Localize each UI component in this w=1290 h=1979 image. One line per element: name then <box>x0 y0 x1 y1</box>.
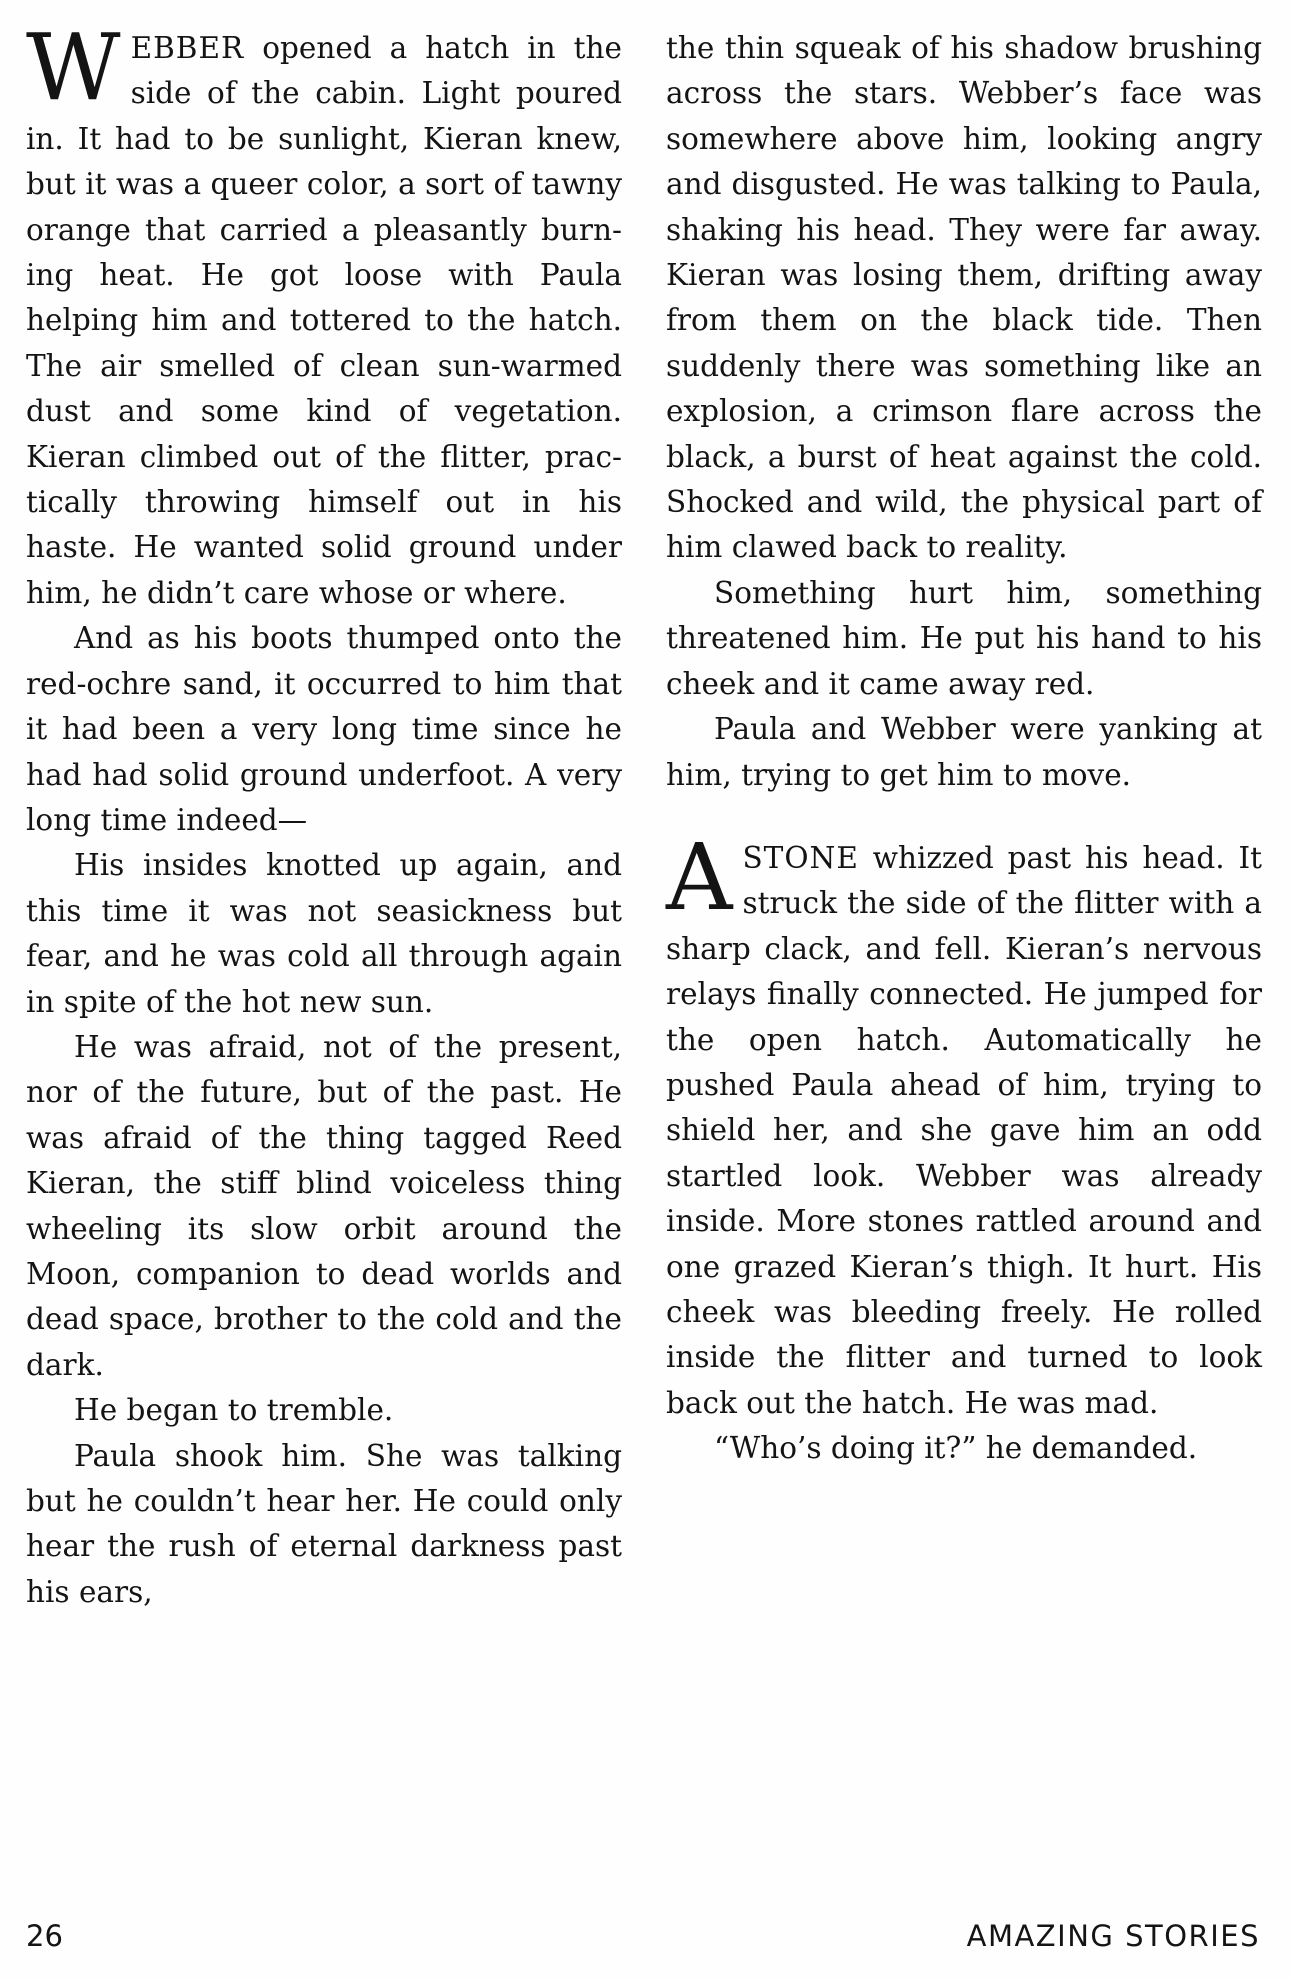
paragraph-text: opened a hatch in the side of the cabin. Light poured in. It had to be sunlight, Kieran knew, but it was a queer color, a sort of tawny orange that carried a pleasantly burning heat. He got loose with Paula helping him and tottered to the hatch. The air smelled of clean sun-warmed dust and some kind of vegetation. Kieran climbed out of the flitter, practically throwing himself out in his haste. He wanted solid ground under him, he didn’t care whose or where. <box>26 31 622 610</box>
paragraph: He was afraid, not of the present, nor of the future, but of the past. He was afraid of the thing tagged Reed Kieran, the stiff blind voiceless thing wheeling its slow orbit around the Moon, companion to dead worlds and dead space, brother to the cold and the dark. <box>26 1029 622 1382</box>
paragraph-section-start <box>666 823 1262 1426</box>
paragraph: He began to tremble. <box>74 1393 394 1428</box>
paragraph-continued: the thin squeak of his shadow brushing across the stars. Webber’s face was somewhere above him, looking angry and disgusted. He was talking to Paula, shaking his head. They were far away. Kieran was losing them, drifting away from them on the black tide. Then suddenly there was something like an explosion, a crimson flare across the black, a burst of heat against the cold. Shocked and wild, the physical part of him clawed back to reality. <box>666 31 1262 565</box>
drop-cap: A <box>666 823 733 931</box>
paragraph: And as his boots thumped onto the red-ochre sand, it occurred to him that it had been a very long time since he had had solid ground underfoot. A very long time indeed— <box>26 621 622 837</box>
right-column <box>666 26 1262 1472</box>
paragraph: His insides knotted up again, and this time it was not seasickness but fear, and he was cold all through again in spite of the hot new sun. <box>26 848 622 1019</box>
lead-word: EBBER <box>130 31 245 65</box>
paragraph: Paula shook him. She was talking but he couldn’t hear her. He could only hear the rush of eternal darkness past his ears, <box>26 1438 622 1609</box>
page-number: 26 <box>26 1919 63 1953</box>
left-column <box>26 14 622 1615</box>
lead-word: STONE <box>742 840 859 875</box>
paragraph-text: whizzed past his head. It struck the side of the flitter with a sharp clack, and fell. Kieran’s nervous relays finally connected. He jumped for the open hatch. Automatically he pushed Paula ahead of him, trying to shield her, and she gave him an odd startled look. Webber was already inside. More stones rattled around and one grazed Kieran’s thigh. It hurt. His cheek was bleeding freely. He rolled inside the flitter and turned to look back out the hatch. He was mad. <box>666 840 1262 1420</box>
paragraph-opening <box>26 14 622 616</box>
paragraph: Something hurt him, something threatened him. He put his hand to his cheek and it came away red. <box>666 575 1262 701</box>
paragraph: Paula and Webber were yanking at him, trying to get him to move. <box>666 712 1262 792</box>
drop-cap: W <box>26 14 121 121</box>
magazine-title: AMAZING STORIES <box>966 1919 1260 1953</box>
paragraph: “Who’s doing it?” he demanded. <box>714 1431 1198 1466</box>
